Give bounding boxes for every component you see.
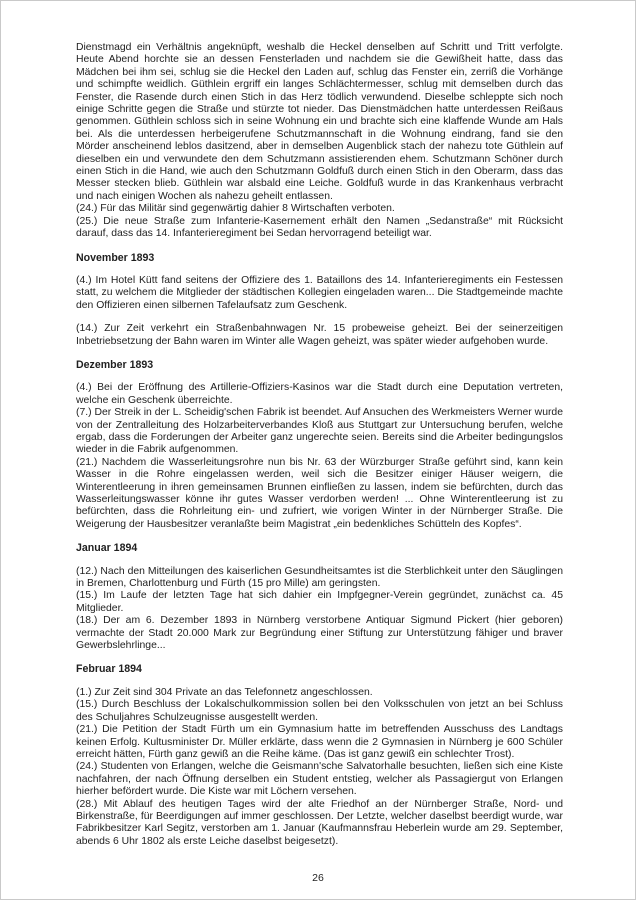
page-content [76,42,563,848]
section-november-1893 [76,252,563,348]
page-number: 26 [312,872,324,884]
section-heading: Dezember 1893 [76,358,154,371]
chronicle-entry: (24.) Für das Militär sind gegenwärtig dahier 8 Wirtschaften verboten. [76,203,395,215]
section-heading: Februar 1894 [76,663,142,676]
chronicle-entry: (18.) Der am 6. Dezember 1893 in Nürnberg verstorbene Antiquar Sigmund Pickert (hier geboren) vermachte der Stadt 20.000 Mark zur Begründung einer Stiftung zur Unterstützung fähiger und braver Gewerbslehrlinge... [76,615,563,652]
chronicle-entry: (28.) Mit Ablauf des heutigen Tages wird der alte Friedhof an der Nürnberger Straße, Nord- und Birkenstraße, für Beerdigungen auf immer geschlossen. Der Letzte, welcher daselbst beerdigt wurde, war Fabrikbesitzer Karl Segitz, verstorben am 1. Januar (Kaufmannsfrau Heberlein wurde am 29. September, abends 6 Uhr 1802 als erste Leiche daselbst beigesetzt). [76,798,563,847]
chronicle-entry: (24.) Studenten von Erlangen, welche die Geismann'sche Salvatorhalle besuchten, ließen sich eine Kiste nachfahren, der nach Öffnung derselben ein Student entstieg, welcher als Passagiergut von Erlangen hierher befördert wurde. Die Kiste war mit Löchern versehen. [76,761,563,798]
chronicle-entry: (1.) Zur Zeit sind 304 Private an das Telefonnetz angeschlossen. [76,686,373,698]
chronicle-entry: (7.) Der Streik in der L. Scheidig'schen Fabrik ist beendet. Auf Ansuchen des Werkmeisters Werner wurde von der Zentralleitung des Holzarbeiterverbandes Kloß aus Stuttgart zur Untersuchung berufen, welche ergab, dass die Forderungen der Arbeiter ganz ungerechte seien. Bereits sind die Arbeiter bedingungslos wieder in die Fabrik aufgenommen. [76,407,563,456]
section-dezember-1893 [76,359,563,531]
section-heading: November 1893 [76,251,155,264]
chronicle-entry: (15.) Durch Beschluss der Lokalschulkommission sollen bei den Volksschulen von jetzt an bei Schluss des Schuljahres Schulzeugnisse ausgestellt werden. [76,699,563,723]
chronicle-entry: (21.) Nachdem die Wasserleitungsrohre nun bis Nr. 63 der Würzburger Straße geführt sind, kann kein Wasser in die Rohre eingelassen werden, weil sich die Besitzer einiger Häuser weigern, die Winterentleerung in ihren gemeinsamen Brunnen einfließen zu lassen, indem sie befürchten, durch das Wasserleitungswasser könne ihr gutes Wasser verdorben werden! ... Ohne Winterentleerung ist zu befürchten, dass die Rohrleitung ein- und zufriert, wie vorigen Winter in der Nürnberger Straße. Die Weigerung der Hausbesitzer veranlaßte beim Magistrat „ein bedenkliches Schütteln des Kopfes“. [76,456,563,530]
chronicle-entry: (15.) Im Laufe der letzten Tage hat sich dahier ein Impfgegner-Verein gegründet, zunächst ca. 45 Mitglieder. [76,590,563,614]
chronicle-entry: (25.) Die neue Straße zum Infanterie-Kasernement erhält den Namen „Sedanstraße“ mit Rücksicht darauf, dass das 14. Infanterieregiment bei Sedan hervorragend beteiligt war. [76,215,563,240]
chronicle-entry: (12.) Nach den Mitteilungen des kaiserlichen Gesundheitsamtes ist die Sterblichkeit unter den Säuglingen in Bremen, Charlottenburg und Fürth (15 pro Mille) am geringsten. [76,565,563,590]
chronicle-entry: (4.) Bei der Eröffnung des Artillerie-Offiziers-Kasinos war die Stadt durch eine Deputation vertreten, welche ein Geschenk überreichte. [76,382,563,406]
chronicle-entry: (4.) Im Hotel Kütt fand seitens der Offiziere des 1. Bataillons des 14. Infanterieregiments ein Festessen statt, zu welchem die Mitglieder der städtischen Kollegien eingeladen waren... Die Stadtgemeinde machte den Offizieren einen silbernen Tafelaufsatz zum Geschenk. [76,274,563,311]
section-januar-1894 [76,542,563,652]
section-februar-1894 [76,663,563,848]
section-heading: Januar 1894 [76,542,138,555]
paragraph: Dienstmagd ein Verhältnis angeknüpft, weshalb die Heckel denselben auf Schritt und Tritt verfolgte. Heute Abend horchte sie an dessen Fensterladen und nachdem sie die Gewißheit hatte, dass das Mädchen bei ihm sei, schlug sie die Heckel den Laden auf, schlug das Fenster ein, zerriß die Vorhänge und schimpfte weidlich. Güthlein ergriff ein langes Schlächtermesser, schlug mit demselben durch das Fenster, die Rasende durch einen Stich in das Herz tödlich verwundend. Dieselbe schleppte sich noch einige Schritte gegen die Straße und stürzte tot nieder. Das Dienstmädchen hatte unterdessen Reißaus genommen. Güthlein schloss sich in seine Wohnung ein und brachte sich eine klaffende Wunde am Hals bei. Als die unterdessen herbeigerufene Schutzmannschaft in die Wohnung eindrang, fand sie den Mörder anscheinend leblos dasitzend, aber in demselben Augenblick stach der nahezu tote Güthlein auf dieselben ein und verwundete den dem Schutzmann assistierenden ehem. Schutzmann Schöner durch einen Stich in die Hand, wie auch den Schutzmann Goldfuß durch einen Stich in den Oberarm, dass das Messer stecken blieb. Güthlein war alsbald eine Leiche. Goldfuß wurde in das Krankenhaus verbracht und nach einigen Wochen als nahezu geheilt entlassen. [76,42,563,202]
chronicle-entry: (14.) Zur Zeit verkehrt ein Straßenbahnwagen Nr. 15 probeweise geheizt. Bei der seinerzeitigen Inbetriebsetzung der Bahn waren im Winter alle Wagen geheizt, was später wieder aufgehoben wurde. [76,323,563,347]
section-continued [76,42,563,241]
chronicle-entry: (21.) Die Petition der Stadt Fürth um ein Gymnasium hatte im betreffenden Ausschuss des Landtags keinen Erfolg. Kultusminister Dr. Müller erklärte, dass wenn die 2 Gymnasien in Nürnberg je 600 Schüler erreicht hätten, Fürth ganz gewiß an die Reihe käme. (Das ist ganz gewiß ein schlechter Trost). [76,724,563,760]
